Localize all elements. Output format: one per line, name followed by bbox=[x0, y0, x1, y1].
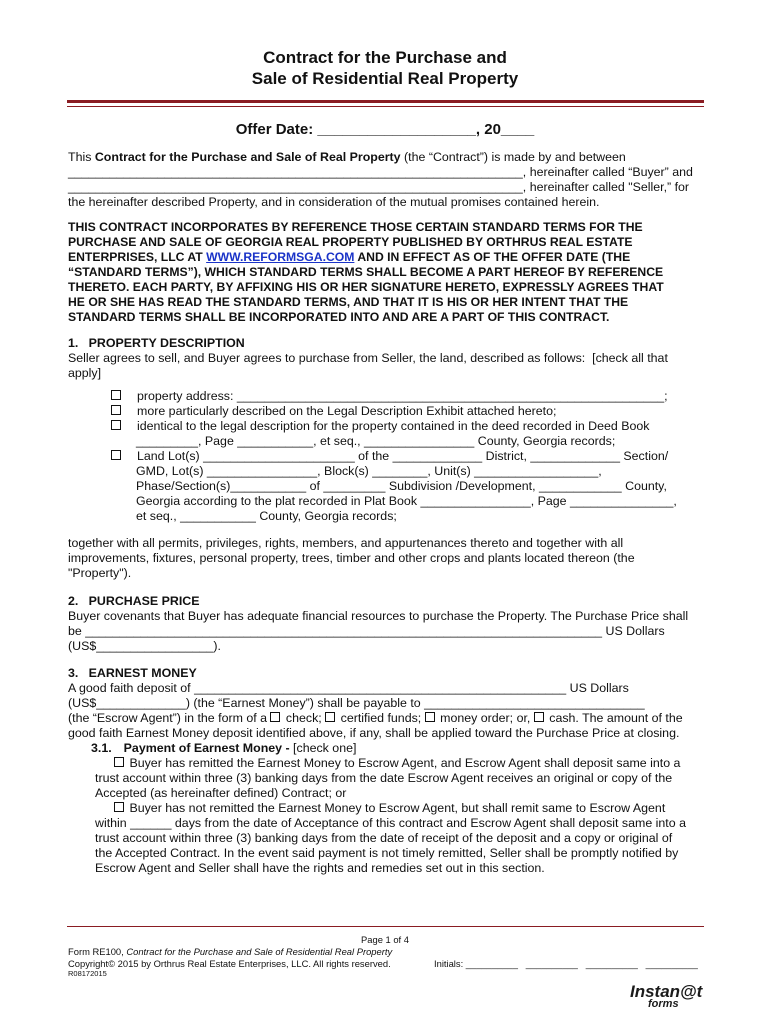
money-order-label: money order; or, bbox=[440, 711, 534, 725]
earnest-not-remitted-line-5: Escrow Agent and Seller shall have the rights and remedies set out in this section. bbox=[95, 861, 545, 875]
cash-label: cash. The amount of the bbox=[549, 711, 683, 725]
section-1-line-1: Seller agrees to sell, and Buyer agrees to purchase from Seller, the land, described as follows: [check all that bbox=[68, 351, 668, 365]
intro-contract-name: Contract for the Purchase and Sale of Real Property bbox=[94, 150, 401, 164]
form-title: Contract for the Purchase and Sale of Residential Real Property bbox=[126, 946, 393, 957]
title-rule-thin bbox=[67, 106, 704, 107]
deed-book-text: identical to the legal description for the property contained in the deed recorded in Deed Book bbox=[137, 419, 650, 433]
subsection-title: Payment of Earnest Money - bbox=[123, 741, 290, 755]
escrow-agent-form-line bbox=[68, 711, 683, 726]
offer-date: Offer Date: ___________________, 20____ bbox=[235, 121, 535, 138]
earnest-remitted-text: Buyer has remitted the Earnest Money to Escrow Agent, and Escrow Agent shall deposit same into a bbox=[129, 756, 681, 770]
earnest-remitted-checkbox[interactable] bbox=[114, 757, 124, 767]
earnest-remitted-line-2: trust account within three (3) banking days from the date Escrow Agent receives an original or copy of the bbox=[95, 771, 673, 785]
money-order-checkbox[interactable] bbox=[425, 712, 435, 722]
section-1-heading: 1. PROPERTY DESCRIPTION bbox=[68, 336, 245, 350]
section-2-heading: 2. PURCHASE PRICE bbox=[68, 594, 200, 608]
intro-text: (the “Contract”) is made by and between bbox=[400, 150, 626, 164]
intro-line-4: the hereinafter described Property, and in consideration of the mutual promises contained herein. bbox=[68, 195, 600, 209]
legal-description-option bbox=[111, 404, 556, 419]
earnest-not-remitted-line-3: trust account within three (3) banking days from the date of receipt of the deposit and a copy or original of bbox=[95, 831, 673, 845]
land-lot-line-5: et seq., ___________ County, Georgia records; bbox=[136, 509, 397, 523]
property-address-checkbox[interactable] bbox=[111, 390, 121, 400]
section-3-heading: 3. EARNEST MONEY bbox=[68, 666, 197, 680]
purchase-price-line: be ___________________________________________________________________________ US Dollars bbox=[68, 624, 665, 638]
document-title-line1: Contract for the Purchase and bbox=[263, 48, 507, 67]
copyright: Copyright© 2015 by Orthrus Real Estate Enterprises, LLC. All rights reserved. bbox=[68, 958, 391, 969]
revision-code: R08172015 bbox=[68, 969, 107, 978]
deed-book-option bbox=[111, 419, 649, 434]
property-address-option bbox=[111, 389, 668, 404]
deed-book-line-2: _________, Page ___________, et seq., ________________ County, Georgia records; bbox=[136, 434, 616, 448]
land-lot-line-2: GMD, Lot(s) ________________, Block(s) ________, Unit(s) __________________, bbox=[136, 464, 602, 478]
earnest-not-remitted-option bbox=[114, 801, 665, 816]
standard-terms-line-7: STANDARD TERMS SHALL BE INCORPORATED INTO AND ARE A PART OF THIS CONTRACT. bbox=[68, 310, 610, 324]
cash-checkbox[interactable] bbox=[534, 712, 544, 722]
certified-funds-checkbox[interactable] bbox=[325, 712, 335, 722]
standard-terms-text: AND IN EFFECT AS OF THE OFFER DATE (THE bbox=[354, 250, 631, 264]
earnest-remitted-line-3: Accepted (as hereinafter defined) Contract; or bbox=[95, 786, 347, 800]
initials-line: Initials: __________ __________ __________ __________ bbox=[434, 958, 698, 969]
purchase-price-usd-line: (US$_________________). bbox=[68, 639, 221, 653]
land-lot-line-3: Phase/Section(s)___________ of _________ Subdivision /Development, ____________ County, bbox=[136, 479, 667, 493]
section-1-line-2: apply] bbox=[68, 366, 102, 380]
earnest-not-remitted-checkbox[interactable] bbox=[114, 802, 124, 812]
document-title-line2: Sale of Residential Real Property bbox=[251, 69, 519, 88]
reformsga-link[interactable]: WWW.REFORMSGA.COM bbox=[206, 250, 355, 264]
standard-terms-line-1: THIS CONTRACT INCORPORATES BY REFERENCE THOSE CERTAIN STANDARD TERMS FOR THE bbox=[68, 220, 643, 234]
deed-book-checkbox[interactable] bbox=[111, 420, 121, 430]
standard-terms-line-3 bbox=[68, 250, 630, 265]
subsection-number: 3.1. bbox=[91, 741, 112, 755]
form-number: Form RE100, bbox=[68, 946, 127, 957]
earnest-deposit-line: A good faith deposit of ______________________________________________________ US Dollars bbox=[68, 681, 629, 695]
earnest-not-remitted-line-2: within ______ days from the date of Acceptance of this contract and Escrow Agent shall deposit same into a bbox=[95, 816, 686, 830]
instant-forms-logo-sub: forms bbox=[648, 998, 679, 1010]
section-1-after-2: improvements, fixtures, personal property, trees, timber and other crops and plants located thereon (the bbox=[68, 551, 635, 565]
form-id bbox=[68, 946, 392, 957]
standard-terms-text: ENTERPRISES, LLC AT bbox=[68, 250, 207, 264]
earnest-not-remitted-line-4: the Accepted Contract. In the event said payment is not timely remitted, Seller shall be promptly notified by bbox=[95, 846, 679, 860]
earnest-payable-line: (US$_____________) (the “Earnest Money”) shall be payable to ________________________________ bbox=[68, 696, 645, 710]
section-3-line-4: good faith Earnest Money deposit identified above, if any, shall be applied toward the Purchase Price at closing. bbox=[68, 726, 680, 740]
check-label: check; bbox=[285, 711, 326, 725]
legal-description-checkbox[interactable] bbox=[111, 405, 121, 415]
legal-description-text: more particularly described on the Legal Description Exhibit attached hereto; bbox=[137, 404, 557, 418]
footer-rule bbox=[67, 926, 704, 927]
section-1-after-3: "Property"). bbox=[68, 566, 132, 580]
subsection-3-1-heading bbox=[91, 741, 356, 756]
instant-forms-logo: Instan@t bbox=[630, 982, 703, 1001]
subsection-note: [check one] bbox=[289, 741, 357, 755]
check-payment-checkbox[interactable] bbox=[270, 712, 280, 722]
land-lot-checkbox[interactable] bbox=[111, 450, 121, 460]
land-lot-option bbox=[111, 449, 668, 464]
land-lot-line-4: Georgia according to the plat recorded in Plat Book ________________, Page _______________, bbox=[136, 494, 677, 508]
section-2-line-1: Buyer covenants that Buyer has adequate financial resources to purchase the Property. The Purchase Price shall bbox=[68, 609, 689, 623]
standard-terms-line-2: PURCHASE AND SALE OF GEORGIA REAL PROPERTY PUBLISHED BY ORTHRUS REAL ESTATE bbox=[68, 235, 633, 249]
earnest-remitted-option bbox=[114, 756, 680, 771]
earnest-not-remitted-text: Buyer has not remitted the Earnest Money to Escrow Agent, but shall remit same to Escrow Agent bbox=[129, 801, 666, 815]
escrow-agent-text: (the “Escrow Agent”) in the form of a bbox=[68, 711, 271, 725]
standard-terms-line-6: HE OR SHE HAS READ THE STANDARD TERMS, AND THAT IT IS HIS OR HER INTENT THAT THE bbox=[68, 295, 629, 309]
buyer-line: __________________________________________________________________, hereinafter called “Buyer” and bbox=[68, 165, 693, 179]
standard-terms-line-5: THERETO. EACH PARTY, BY AFFIXING HIS OR HER SIGNATURE HERETO, EXPRESSLY AGREES THAT bbox=[68, 280, 664, 294]
seller-line: __________________________________________________________________, hereinafter called "Seller,” for bbox=[68, 180, 690, 194]
standard-terms-line-4: “STANDARD TERMS”), WHICH STANDARD TERMS SHALL BECOME A PART HEREOF BY REFERENCE bbox=[68, 265, 664, 279]
page-number: Page 1 of 4 bbox=[361, 934, 409, 945]
intro-text: This bbox=[68, 150, 95, 164]
certified-funds-label: certified funds; bbox=[340, 711, 425, 725]
title-rule-thick bbox=[67, 100, 704, 103]
property-address-text: property address: ______________________________________________________________; bbox=[137, 389, 668, 403]
land-lot-text: Land Lot(s) ______________________ of the _____________ District, _____________ Section/ bbox=[137, 449, 669, 463]
section-1-after-1: together with all permits, privileges, rights, members, and appurtenances thereto and together with all bbox=[68, 536, 624, 550]
intro-line-1 bbox=[68, 150, 626, 165]
